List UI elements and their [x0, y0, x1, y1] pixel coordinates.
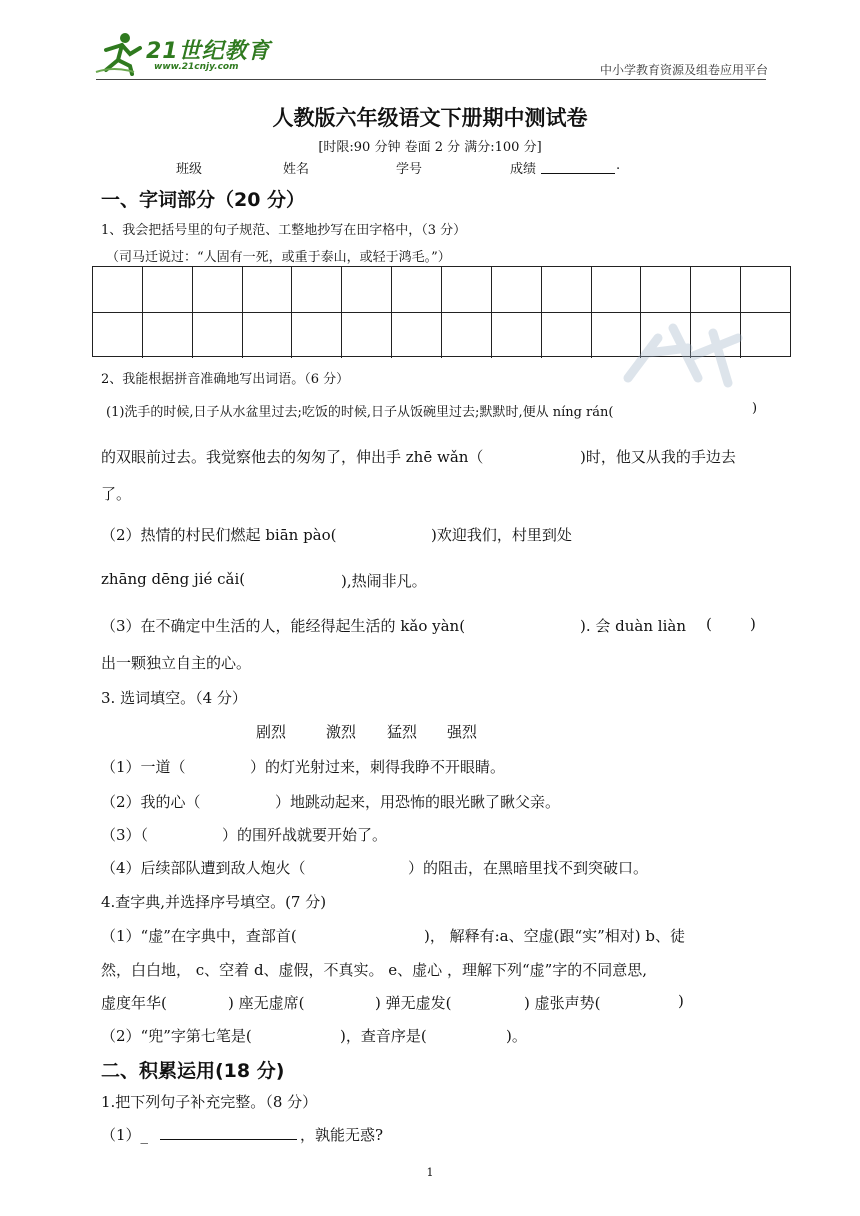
section2-heading: 二、积累运用(18 分) — [101, 1060, 285, 1082]
word-option: 强烈 — [447, 723, 478, 741]
score-label: 成绩 — [510, 162, 537, 177]
section1-heading: 一、字词部分（20 分） — [101, 189, 306, 211]
q2-2a: （2）热情的村民们燃起 biān pào( — [101, 526, 337, 544]
q3-text: 3. 选词填空。（4 分） — [101, 689, 247, 707]
q4-2b: )，查音序是( — [340, 1027, 427, 1045]
q1-quote: （司马迁说过：“人固有一死，或重于泰山，或轻于鸿毛。”） — [106, 250, 451, 265]
grid-cell[interactable] — [591, 267, 641, 312]
number-label: 学号 — [396, 162, 423, 177]
grid-row — [93, 267, 790, 312]
q3-1b: ）的灯光射过来，刺得我睁不开眼睛。 — [250, 758, 506, 776]
q2-text: 2、我能根据拼音准确地写出词语。（6 分） — [101, 372, 350, 387]
score-blank — [541, 173, 615, 174]
grid-cell[interactable] — [640, 267, 690, 312]
q2-2b: zhāng dēng jié cǎi( — [101, 570, 246, 588]
grid-cell[interactable] — [341, 313, 391, 358]
q2-1a: (1)洗手的时候,日子从水盆里过去;吃饭的时候,日子从饭碗里过去;默默时,便从 níng rán( — [106, 405, 614, 420]
q2-3a-close: ) — [750, 615, 756, 633]
s2-q1-text: 1.把下列句子补充完整。（8 分） — [101, 1093, 318, 1111]
logo-url: www.21cnjy.com — [154, 62, 239, 72]
grid-cell[interactable] — [341, 267, 391, 312]
q4-1c: 然，白白地， c、空着 d、虚假，不真实。 e、虚心 ，理解下列“虚”字的不同意思, — [101, 961, 648, 979]
grid-cell[interactable] — [391, 313, 441, 358]
logo-text: 21世纪教育 — [146, 39, 271, 64]
grid-cell[interactable] — [291, 267, 341, 312]
grid-cell[interactable] — [192, 267, 242, 312]
header-tagline: 中小学教育资源及组卷应用平台 — [600, 63, 769, 77]
q3-3b: ）的围歼战就要开始了。 — [222, 826, 388, 844]
q2-3a: （3）在不确定中生活的人，能经得起生活的 kǎo yàn( — [101, 617, 466, 635]
q3-2a: （2）我的心（ — [101, 793, 201, 811]
word-option: 猛烈 — [387, 723, 418, 741]
s2-q1-1a: （1）_ — [101, 1126, 149, 1144]
q3-4b: ）的阻击，在黑暗里找不到突破口。 — [408, 859, 649, 877]
grid-cell[interactable] — [291, 313, 341, 358]
q2-3a-mid: ). 会 duàn liàn — [580, 617, 686, 635]
grid-cell[interactable] — [441, 313, 491, 358]
grid-cell[interactable] — [491, 313, 541, 358]
grid-cell[interactable] — [142, 267, 192, 312]
logo — [94, 30, 274, 78]
exam-info: [时限:90 分钟 卷面 2 分 满分:100 分] — [318, 140, 542, 155]
q2-1c: 了。 — [101, 485, 132, 503]
info-end: . — [616, 158, 621, 173]
page-number: 1 — [426, 1166, 434, 1179]
grid-cell[interactable] — [93, 313, 142, 358]
grid-cell[interactable] — [142, 313, 192, 358]
grid-cell[interactable] — [541, 267, 591, 312]
q4-text: 4.查字典,并选择序号填空。(7 分) — [101, 893, 327, 911]
header-divider — [96, 79, 766, 80]
q3-2b: ）地跳动起来，用恐怖的眼光瞅了瞅父亲。 — [275, 793, 561, 811]
watermark-icon — [618, 318, 748, 388]
grid-cell[interactable] — [441, 267, 491, 312]
q4-1d-5: ) — [678, 992, 684, 1010]
q4-1d-3: ) 弹无虚发( — [375, 994, 452, 1012]
q2-2a-end: )欢迎我们，村里到处 — [431, 526, 572, 544]
runner-icon — [94, 30, 144, 76]
q2-1b: 的双眼前过去。我觉察他去的匆匆了，伸出手 zhē wǎn（ — [101, 448, 484, 466]
grid-cell[interactable] — [541, 313, 591, 358]
grid-cell[interactable] — [740, 267, 790, 312]
q2-1a-end: ) — [752, 401, 758, 416]
q4-1d-2: ) 座无虚席( — [228, 994, 305, 1012]
q2-3a-open: ( — [706, 615, 712, 633]
q3-4a: （4）后续部队遭到敌人炮火（ — [101, 859, 306, 877]
q4-1d-1: 虚度年华( — [101, 994, 167, 1012]
name-label: 姓名 — [283, 162, 310, 177]
q3-1a: （1）一道（ — [101, 758, 186, 776]
q2-2b-end: ),热闹非凡。 — [341, 572, 427, 590]
q4-2c: )。 — [506, 1027, 527, 1045]
grid-cell[interactable] — [491, 267, 541, 312]
q4-1a: （1）“虚”在字典中，查部首( — [101, 927, 297, 945]
grid-cell[interactable] — [242, 267, 292, 312]
grid-cell[interactable] — [391, 267, 441, 312]
q4-2a: （2）“兜”字第七笔是( — [101, 1027, 252, 1045]
word-option: 激烈 — [326, 723, 357, 741]
grid-cell[interactable] — [93, 267, 142, 312]
q4-1b: )， 解释有:a、空虚(跟“实”相对) b、徒 — [424, 927, 686, 945]
s2-q1-1b: ，孰能无惑? — [300, 1126, 384, 1144]
q2-3b: 出一颗独立自主的心。 — [101, 654, 252, 672]
grid-cell[interactable] — [192, 313, 242, 358]
q2-1b-end: )时，他又从我的手边去 — [580, 448, 736, 466]
answer-blank[interactable] — [160, 1139, 297, 1140]
word-option: 剧烈 — [256, 723, 287, 741]
q3-3a: （3）（ — [101, 826, 149, 844]
page-title: 人教版六年级语文下册期中测试卷 — [272, 106, 588, 130]
grid-cell[interactable] — [690, 267, 740, 312]
q1-text: 1、我会把括号里的句子规范、工整地抄写在田字格中，（3 分） — [101, 223, 467, 238]
q4-1d-4: ) 虚张声势( — [524, 994, 601, 1012]
class-label: 班级 — [176, 162, 203, 177]
grid-cell[interactable] — [242, 313, 292, 358]
